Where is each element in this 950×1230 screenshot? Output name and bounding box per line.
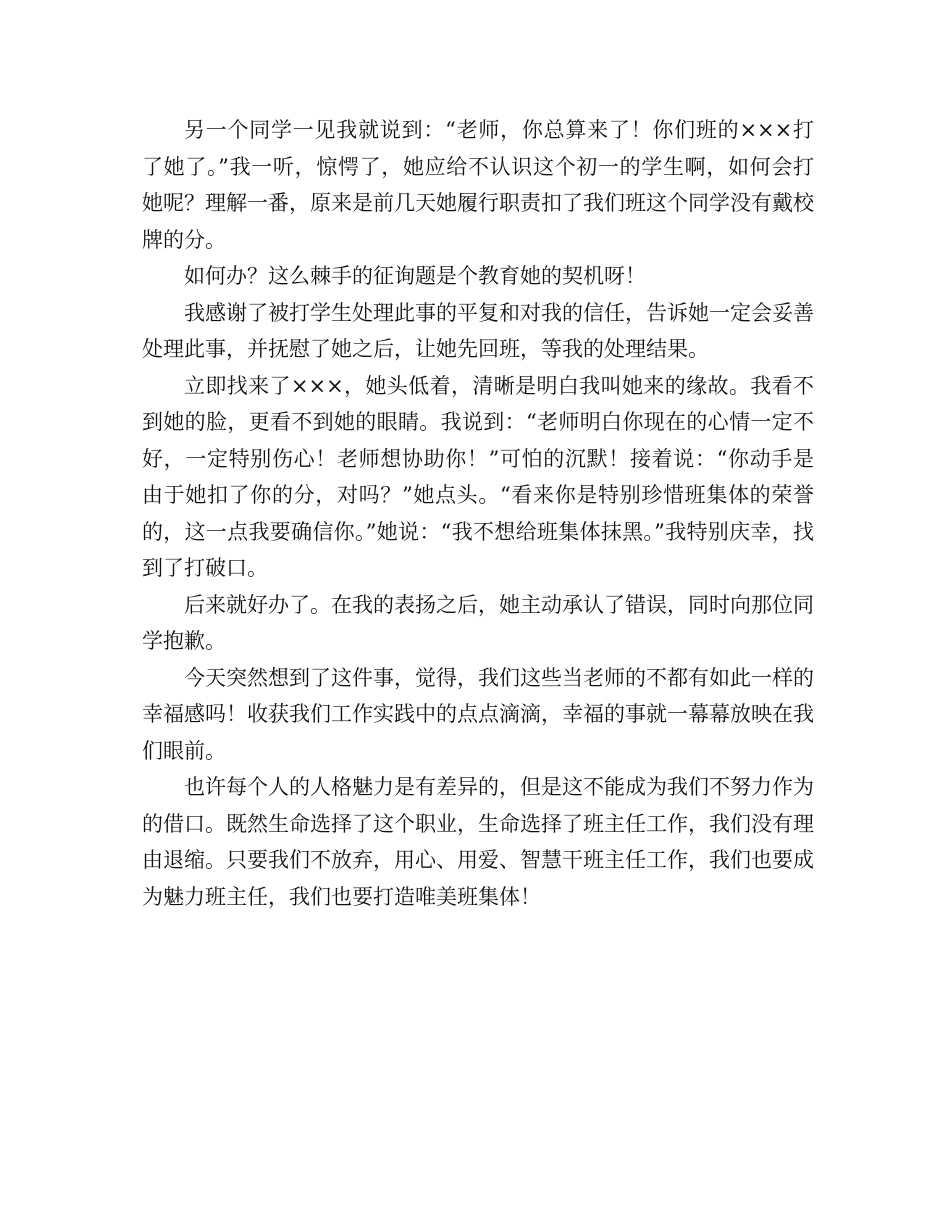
paragraph-3: 我感谢了被打学生处理此事的平复和对我的信任，告诉她一定会妥善处理此事，并抚慰了她之后，让她先回班，等我的处理结果。 bbox=[142, 300, 814, 361]
document-body bbox=[142, 112, 814, 915]
paragraph-5: 后来就好办了。在我的表扬之后，她主动承认了错误，同时向那位同学抱歉。 bbox=[142, 592, 814, 653]
paragraph-2: 如何办？这么棘手的征询题是个教育她的契机呀！ bbox=[184, 264, 646, 288]
paragraph-7: 也许每个人的人格魅力是有差异的，但是这不能成为我们不努力作为的借口。既然生命选择了这个职业，生命选择了班主任工作，我们没有理由退缩。只要我们不放弃，用心、用爱、智慧干班主任工作，我们也要成为魅力班主任，我们也要打造唯美班集体！ bbox=[142, 775, 814, 909]
paragraph-1: 另一个同学一见我就说到：“老师，你总算来了！你们班的×××打了她了。”我一听，惊愕了，她应给不认识这个初一的学生啊，如何会打她呢？理解一番，原来是前几天她履行职责扣了我们班这个同学没有戴校牌的分。 bbox=[142, 118, 814, 252]
paragraph-4: 立即找来了×××，她头低着，清晰是明白我叫她来的缘故。我看不到她的脸，更看不到她的眼睛。我说到：“老师明白你现在的心情一定不好，一定特别伤心！老师想协助你！”可怕的沉默！接着说：“你动手是由于她扣了你的分，对吗？”她点头。“看来你是特别珍惜班集体的荣誉的，这一点我要确信你。”她说：“我不想给班集体抹黑。”我特别庆幸，找到了打破口。 bbox=[142, 373, 814, 580]
paragraph-6: 今天突然想到了这件事，觉得，我们这些当老师的不都有如此一样的幸福感吗！收获我们工作实践中的点点滴滴，幸福的事就一幕幕放映在我们眼前。 bbox=[142, 665, 814, 763]
